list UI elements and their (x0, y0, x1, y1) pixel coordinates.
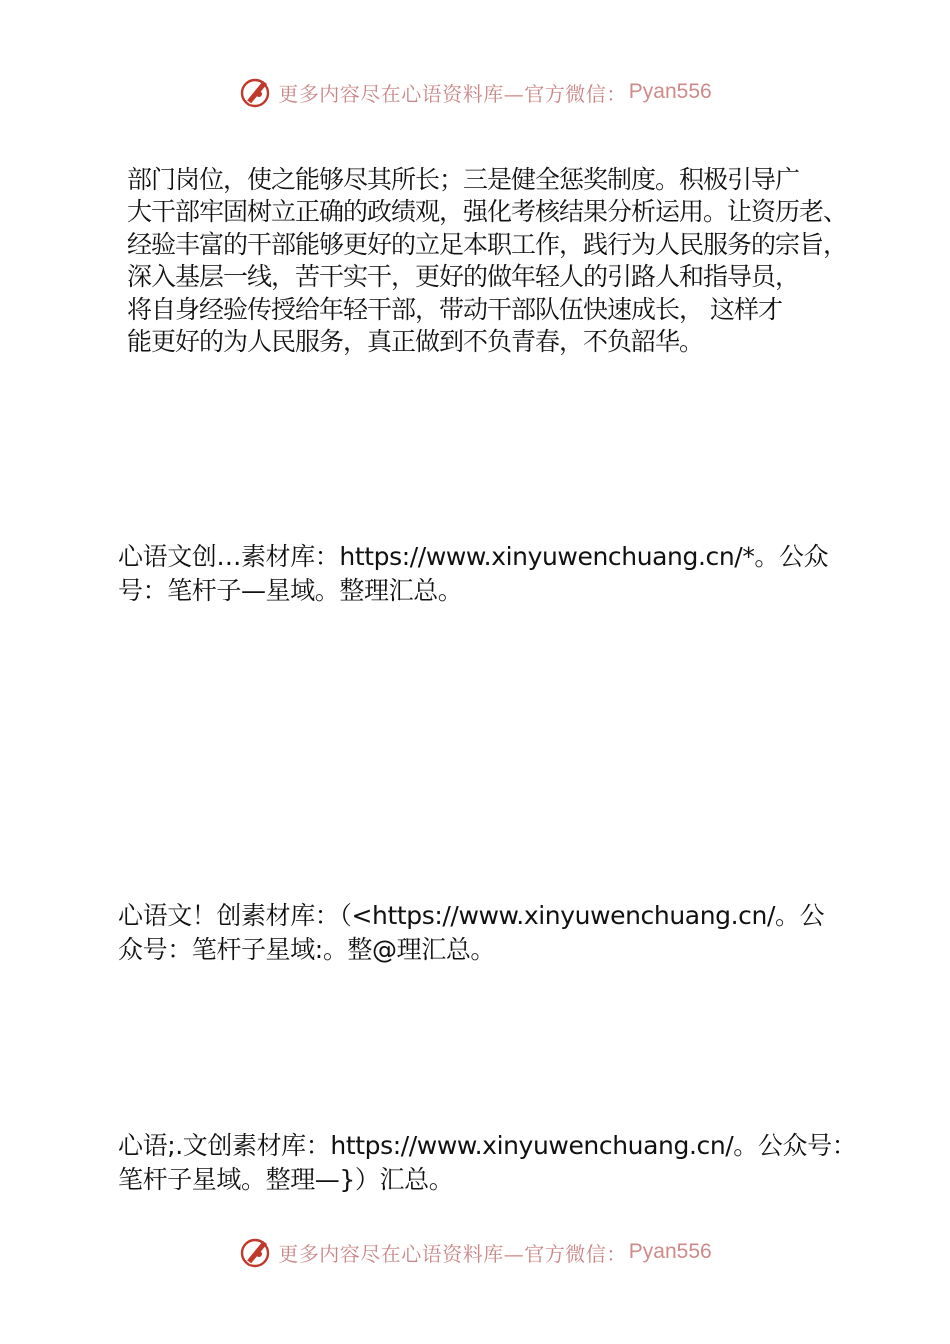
footer-banner (0, 1232, 950, 1272)
paragraph-line: 大干部牢固树立正确的政绩观，强化考核结果分析运用。让资历老、 (127, 197, 848, 227)
body-paragraph (127, 164, 867, 358)
paragraph-line: 经验丰富的干部能够更好的立足本职工作，践行为人民服务的宗旨， (127, 229, 848, 259)
source-note-line: 笔杆子星域。整理—}）汇总。 (118, 1165, 454, 1194)
source-note-line: 号：笔杆子—星域。整理汇总。 (118, 576, 463, 605)
banner-text: 更多内容尽在心语资料库—官方微信： (278, 1241, 627, 1266)
source-note (118, 899, 878, 967)
paragraph-line: 能更好的为人民服务，真正做到不负青春，不负韶华。 (127, 327, 704, 357)
wechat-id: Pyan556 (628, 1240, 712, 1263)
pen-seal-icon (238, 75, 272, 109)
header-banner (0, 72, 950, 112)
source-note-line: 心语;.文创素材库：https://www.xinyuwenchuang.cn/。公众号： (118, 1131, 857, 1160)
pen-seal-icon (238, 1235, 272, 1269)
banner-text: 更多内容尽在心语资料库—官方微信： (278, 81, 627, 106)
paragraph-line: 深入基层一线，苦干实干，更好的做年轻人的引路人和指导员， (127, 262, 800, 292)
paragraph-line: 将自身经验传授给年轻干部，带动干部队伍快速成长， 这样才 (127, 294, 782, 324)
source-note (118, 540, 878, 608)
source-note-line: 心语文创…素材库：https://www.xinyuwenchuang.cn/*。公众 (118, 542, 829, 571)
source-note-line: 众号：笔杆子星域:。整@理汇总。 (118, 935, 496, 964)
source-note-line: 心语文！创素材库：（<https://www.xinyuwenchuang.cn/。公 (118, 901, 825, 930)
wechat-id: Pyan556 (628, 80, 712, 103)
paragraph-line: 部门岗位，使之能够尽其所长；三是健全惩奖制度。积极引导广 (127, 165, 800, 194)
source-note (118, 1129, 878, 1197)
